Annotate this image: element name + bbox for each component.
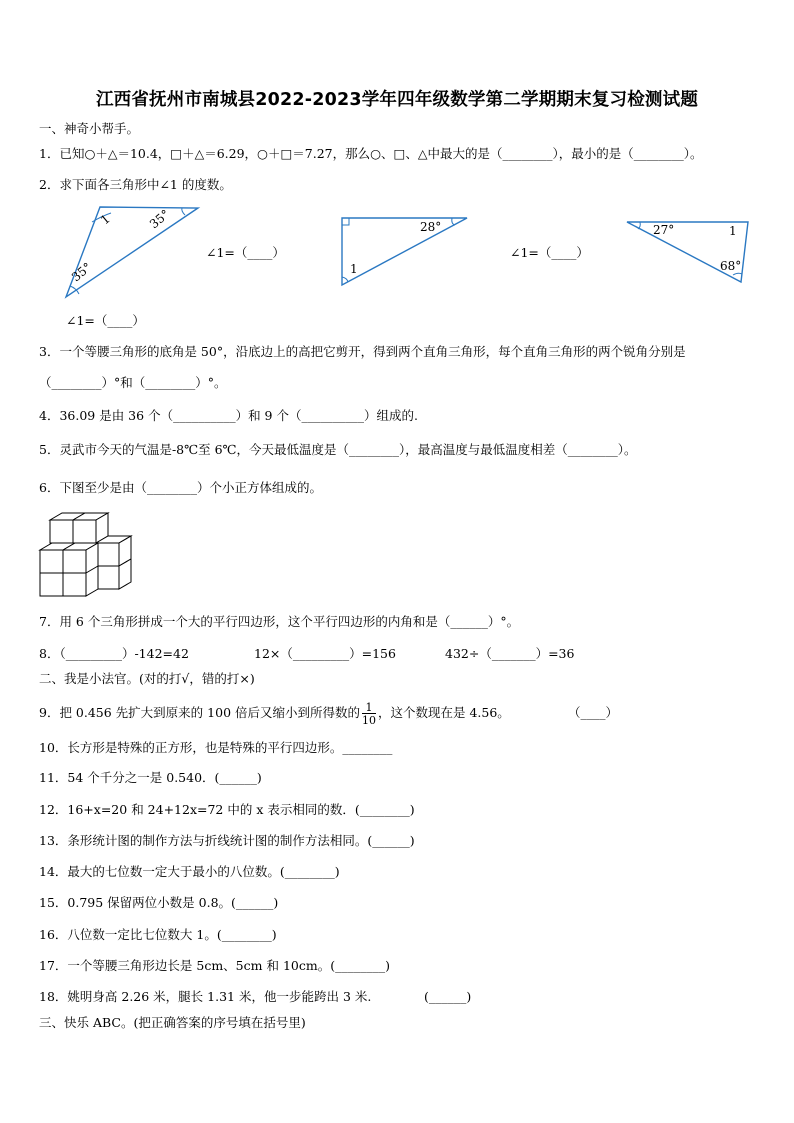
triangle-3-label-68: 68° [720,259,742,273]
question-16: 16．八位数一定比七位数大 1。(________) [39,927,277,942]
question-1: 1．已知○＋△＝10.4，□＋△＝6.29，○＋□＝7.27，那么○、□、△中最大的是（________），最小的是（________）。 [39,146,703,161]
triangle-2-label-1: 1 [350,262,358,276]
question-3-line-2: （________）°和（________）°。 [39,375,227,390]
question-9-blank: （____） [568,705,619,720]
question-9 [39,700,510,726]
question-10: 10．长方形是特殊的正方形，也是特殊的平行四边形。________ [39,740,393,755]
triangle-2-label-28: 28° [420,220,442,234]
question-13: 13．条形统计图的制作方法与折线统计图的制作方法相同。(______) [39,833,415,848]
fraction-one-tenth [362,702,376,726]
question-6: 6．下图至少是由（________）个小正方体组成的。 [39,480,322,495]
question-11: 11．54 个千分之一是 0.540．(______) [39,770,262,785]
triangle-1-answer: ∠1=（____） [206,245,285,260]
question-3-line-1: 3．一个等腰三角形的底角是 50°，沿底边上的高把它剪开，得到两个直角三角形，每个直角三角形的两个锐角分别是 [39,344,686,359]
fraction-denominator: 10 [362,713,376,727]
section-2-heading: 二、我是小法官。(对的打√，错的打×) [39,671,255,686]
question-8-b: 12×（_________）=156 [254,646,396,661]
triangle-2-answer: ∠1=（____） [510,245,589,260]
question-18: 18．姚明身高 2.26 米，腿长 1.31 米，他一步能跨出 3 米. [39,989,372,1004]
question-7: 7．用 6 个三角形拼成一个大的平行四边形，这个平行四边形的内角和是（______）°。 [39,614,520,629]
triangle-1-label-1: 1 [97,211,113,228]
question-4: 4．36.09 是由 36 个（__________）和 9 个（__________）组成的. [39,408,418,423]
question-8-a: 8．（_________）-142=42 [39,646,189,661]
triangle-3-label-1: 1 [729,224,737,238]
section-3-heading: 三、快乐 ABC。(把正确答案的序号填在括号里) [39,1015,306,1030]
triangle-3-label-27: 27° [653,223,675,237]
question-9-text-after: ，这个数现在是 4.56。 [378,705,510,720]
triangle-3-answer: ∠1=（____） [66,313,145,328]
section-1-heading: 一、神奇小帮手。 [39,121,140,136]
triangle-1-label-35-right: 35° [146,206,173,232]
question-15: 15．0.795 保留两位小数是 0.8。(______) [39,895,279,910]
question-2: 2．求下面各三角形中∠1 的度数。 [39,177,232,192]
question-14: 14．最大的七位数一定大于最小的八位数。(________) [39,864,340,879]
question-18-blank: (______) [424,989,472,1004]
question-17: 17．一个等腰三角形边长是 5cm、5cm 和 10cm。(________) [39,958,390,973]
question-5: 5．灵武市今天的气温是-8℃至 6℃，今天最低温度是（________），最高温度与最低温度相差（________）。 [39,442,637,457]
triangle-1-label-35-bottom: 35° [68,259,95,285]
question-8-c: 432÷（_______）=36 [445,646,575,661]
page-title: 江西省抚州市南城县2022-2023学年四年级数学第二学期期末复习检测试题 [95,90,699,110]
fraction-numerator: 1 [365,700,373,714]
question-9-text-before: 9．把 0.456 先扩大到原来的 100 倍后又缩小到所得数的 [39,705,360,720]
question-12: 12．16+x=20 和 24+12x=72 中的 x 表示相同的数．(________) [39,802,415,817]
